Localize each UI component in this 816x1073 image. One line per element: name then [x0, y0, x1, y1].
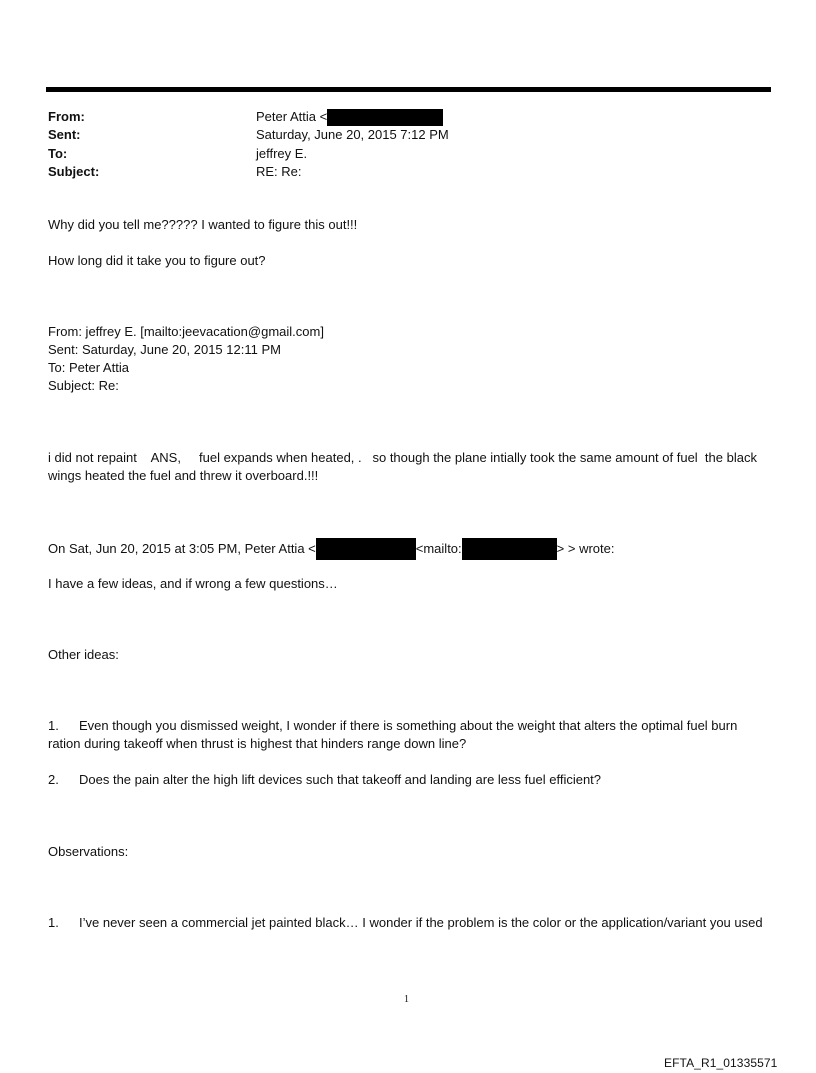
reply-line-2: How long did it take you to figure out? [48, 253, 266, 268]
to-row [48, 145, 449, 163]
page-number: 1 [404, 994, 409, 1005]
idea-text: Even though you dismissed weight, I wonder if there is something about the weight that alters the optimal fuel burn ration during takeoff when thrust is highest that hinders range down line? [48, 718, 738, 751]
quoted-to: To: Peter Attia [48, 360, 129, 375]
observations-heading: Observations: [48, 844, 129, 859]
from-label: From: [48, 109, 85, 124]
subject-value: RE: Re: [256, 163, 302, 179]
wrote-line [48, 538, 614, 560]
idea-number: 2. [48, 772, 59, 787]
quoted-subject: Subject: Re: [48, 378, 119, 393]
redaction-box [327, 109, 443, 126]
subject-label: Subject: [48, 163, 100, 179]
quoted-from: From: jeffrey E. [mailto:jeevacation@gmail.com] [48, 324, 324, 339]
document-id: EFTA_R1_01335571 [664, 1056, 778, 1070]
observation-item [48, 914, 768, 932]
sent-value: Saturday, June 20, 2015 7:12 PM [256, 127, 449, 143]
sent-row [48, 126, 449, 144]
wrote-prefix: On Sat, Jun 20, 2015 at 3:05 PM, Peter Attia < [48, 541, 316, 556]
to-value: jeffrey E. [256, 145, 308, 161]
from-value: Peter Attia < [256, 109, 328, 124]
intro-line: I have a few ideas, and if wrong a few questions… [48, 576, 338, 591]
observation-number: 1. [48, 915, 59, 930]
idea-text: Does the pain alter the high lift devices such that takeoff and landing are less fuel efficient? [79, 772, 602, 787]
from-row [48, 108, 449, 126]
redaction-box [462, 538, 557, 560]
header-rule [46, 87, 771, 92]
to-label: To: [48, 145, 68, 161]
idea-item [48, 717, 768, 753]
redaction-box [316, 538, 416, 560]
email-header [48, 108, 449, 181]
observation-text: I’ve never seen a commercial jet painted black… I wonder if the problem is the color or the application/variant you used [79, 915, 763, 930]
wrote-suffix: > > wrote: [556, 541, 615, 556]
other-ideas-heading: Other ideas: [48, 647, 119, 662]
sent-label: Sent: [48, 127, 81, 143]
idea-item [48, 771, 768, 789]
quoted-sent: Sent: Saturday, June 20, 2015 12:11 PM [48, 342, 281, 357]
jeffrey-message: i did not repaint ANS, fuel expands when heated, . so though the plane intially took the same amount of fuel the black wings heated the fuel and threw it overboard.!!! [48, 450, 761, 483]
subject-row [48, 163, 449, 181]
idea-number: 1. [48, 718, 59, 733]
reply-line-1: Why did you tell me????? I wanted to figure this out!!! [48, 217, 358, 232]
wrote-mailto: <mailto: [415, 541, 462, 556]
